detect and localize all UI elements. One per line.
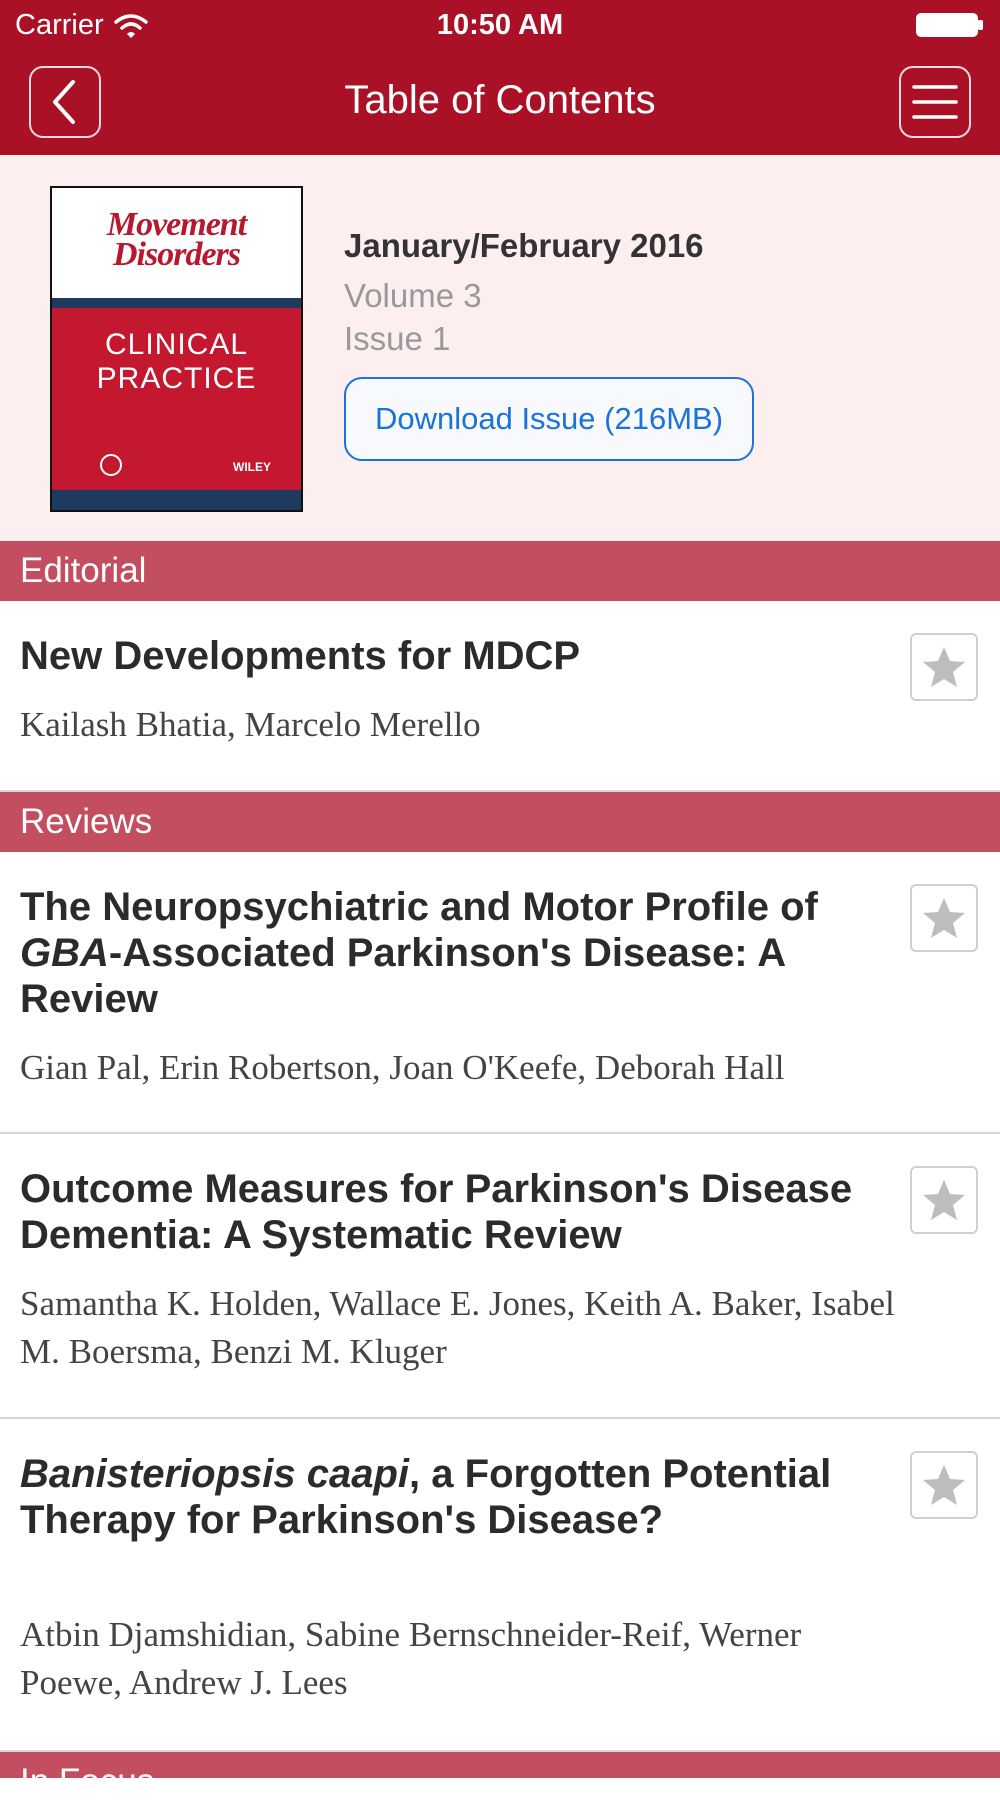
favorite-button[interactable] bbox=[910, 633, 978, 701]
seal-icon bbox=[100, 454, 122, 476]
article-authors: Atbin Djamshidian, Sabine Bernschneider-Reif, Werner Poewe, Andrew J. Lees bbox=[20, 1615, 802, 1702]
article-authors: Kailash Bhatia, Marcelo Merello bbox=[20, 705, 481, 744]
article-title bbox=[20, 884, 900, 1022]
top-bar bbox=[0, 0, 1000, 155]
article-title bbox=[20, 1451, 900, 1543]
download-issue-button[interactable]: Download Issue (216MB) bbox=[344, 377, 754, 461]
cover-footer bbox=[52, 490, 301, 510]
issue-cover[interactable] bbox=[50, 186, 303, 512]
article-authors: Gian Pal, Erin Robertson, Joan O'Keefe, Deborah Hall bbox=[20, 1048, 785, 1087]
star-icon bbox=[921, 1463, 967, 1507]
article-item[interactable] bbox=[0, 852, 1000, 1134]
status-bar bbox=[0, 0, 1000, 50]
issue-number: Issue 1 bbox=[344, 320, 451, 357]
star-icon bbox=[921, 1178, 967, 1222]
cover-publisher: WILEY bbox=[233, 460, 271, 474]
carrier-label: Carrier bbox=[15, 9, 104, 41]
article-title: Outcome Measures for Parkinson's Disease Dementia: A Systematic Review bbox=[20, 1167, 853, 1257]
issue-volume: Volume 3 bbox=[344, 277, 482, 314]
battery-icon bbox=[916, 13, 984, 37]
page-title: Table of Contents bbox=[344, 78, 656, 122]
cover-title: Movement Disorders bbox=[106, 206, 247, 273]
issue-date: January/February 2016 bbox=[344, 227, 704, 264]
article-title-part: The Neuropsychiatric and Motor Profile of bbox=[20, 885, 818, 929]
section-header-in-focus: In Focus bbox=[0, 1752, 1000, 1778]
favorite-button[interactable] bbox=[910, 1451, 978, 1519]
cover-subtitle-line-2: PRACTICE bbox=[96, 362, 257, 395]
article-title-part: -Associated Parkinson's Disease: A Review bbox=[20, 931, 785, 1021]
section-header-editorial: Editorial bbox=[0, 541, 1000, 601]
issue-header bbox=[0, 155, 1000, 541]
article-title: New Developments for MDCP bbox=[20, 634, 581, 678]
article-title-italic: GBA bbox=[20, 931, 109, 975]
status-time: 10:50 AM bbox=[436, 9, 564, 41]
article-title-italic: Banisteriopsis caapi bbox=[20, 1452, 410, 1496]
article-item[interactable] bbox=[0, 601, 1000, 792]
article-item[interactable] bbox=[0, 1134, 1000, 1419]
star-icon bbox=[921, 896, 967, 940]
article-item[interactable] bbox=[0, 1419, 1000, 1752]
article-authors: Samantha K. Holden, Wallace E. Jones, Keith A. Baker, Isabel M. Boersma, Benzi M. Kluger bbox=[20, 1284, 895, 1371]
favorite-button[interactable] bbox=[910, 884, 978, 952]
cover-subtitle bbox=[52, 328, 301, 396]
favorite-button[interactable] bbox=[910, 1166, 978, 1234]
hamburger-menu-icon bbox=[912, 82, 958, 122]
section-header-reviews: Reviews bbox=[0, 792, 1000, 852]
menu-button[interactable] bbox=[899, 66, 971, 138]
cover-subtitle-line-1: CLINICAL bbox=[104, 328, 249, 361]
article-title-part: , a Forgotten Potential Therapy for Parkinson's Disease? bbox=[20, 1452, 832, 1542]
star-icon bbox=[921, 645, 967, 689]
cover-band bbox=[52, 298, 301, 308]
